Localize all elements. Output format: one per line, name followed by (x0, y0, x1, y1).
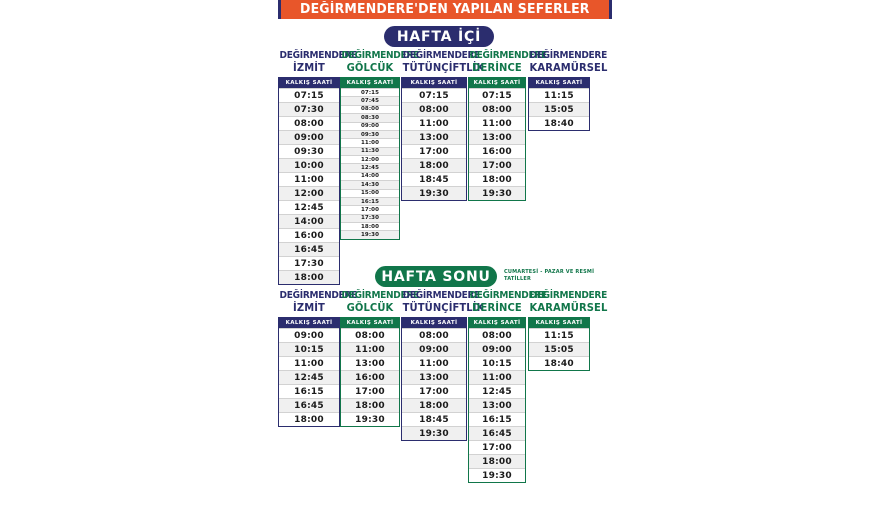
departure-time-cell: 13:00 (469, 398, 525, 412)
timetable-column-weekend-deri̇nce (468, 290, 547, 483)
departure-time-cell: 07:30 (279, 102, 339, 116)
departure-time-cell: 07:15 (341, 88, 399, 96)
departure-time-cell: 18:00 (469, 172, 525, 186)
column-header (469, 50, 547, 74)
departure-time-cell: 08:00 (469, 328, 525, 342)
departure-time-cell: 12:00 (341, 155, 399, 163)
timetable-column-weekday-i̇zmi̇t (278, 50, 357, 285)
column-destination-label: İZMİT (293, 62, 325, 74)
departure-time-cell: 15:00 (341, 189, 399, 197)
departure-time-cell: 18:00 (279, 412, 339, 426)
departure-time-cell: 16:45 (279, 398, 339, 412)
departure-time-cell: 18:40 (529, 356, 589, 370)
page-title: DEĞİRMENDERE'DEN YAPILAN SEFERLER (300, 2, 590, 17)
timetable-table (401, 317, 467, 441)
timetable-table (340, 77, 400, 240)
departure-time-cell: 14:30 (341, 180, 399, 188)
column-origin-label: DEĞİRMENDERE (529, 50, 607, 61)
departure-time-cell: 17:00 (402, 384, 466, 398)
timetable-column-weekday-tütünçi̇ftli̇k (401, 50, 485, 201)
table-column-header: KALKIŞ SAATİ (402, 78, 466, 88)
departure-time-cell: 11:30 (341, 147, 399, 155)
departure-time-cell: 09:30 (279, 144, 339, 158)
timetable-table (528, 317, 590, 371)
departure-time-cell: 18:00 (341, 222, 399, 230)
departure-time-cell: 17:00 (402, 144, 466, 158)
timetable-column-weekend-i̇zmi̇t (278, 290, 357, 427)
departure-time-cell: 11:15 (529, 88, 589, 102)
departure-time-cell: 19:30 (402, 186, 466, 200)
departure-time-cell: 11:00 (402, 356, 466, 370)
column-header (529, 50, 608, 74)
column-destination-label: DERİNCE (472, 302, 522, 314)
departure-time-cell: 18:00 (341, 398, 399, 412)
departure-time-cell: 19:30 (469, 186, 525, 200)
departure-time-cell: 08:00 (341, 328, 399, 342)
departure-time-cell: 13:00 (469, 130, 525, 144)
column-origin-label: DEĞİRMENDERE (279, 50, 357, 61)
timetable-table (468, 77, 526, 201)
departure-time-cell: 07:45 (341, 96, 399, 104)
column-destination-label: KARAMÜRSEL (529, 302, 608, 314)
table-column-header: KALKIŞ SAATİ (279, 78, 339, 88)
column-origin-label: DEĞİRMENDERE (341, 50, 419, 61)
timetable-table (278, 317, 340, 427)
poster-title-banner (278, 0, 612, 19)
column-header (402, 50, 485, 74)
column-origin-label: DEĞİRMENDERE (402, 50, 481, 61)
departure-time-cell: 12:45 (279, 370, 339, 384)
timetable-column-weekend-gölcük (340, 290, 419, 427)
departure-time-cell: 14:00 (279, 214, 339, 228)
weekend-note: CUMARTESİ - PAZAR VE RESMİ TATİLLER (504, 269, 595, 282)
column-header (279, 290, 357, 314)
table-column-header: KALKIŞ SAATİ (341, 318, 399, 328)
departure-time-cell: 10:00 (279, 158, 339, 172)
column-header (469, 290, 547, 314)
timetable-table (278, 77, 340, 285)
departure-time-cell: 18:00 (402, 398, 466, 412)
departure-time-cell: 11:00 (341, 342, 399, 356)
departure-time-cell: 16:15 (341, 197, 399, 205)
column-header (279, 50, 357, 74)
departure-time-cell: 18:40 (529, 116, 589, 130)
departure-time-cell: 08:00 (341, 105, 399, 113)
departure-time-cell: 17:00 (341, 205, 399, 213)
column-origin-label: DEĞİRMENDERE (469, 50, 547, 61)
column-origin-label: DEĞİRMENDERE (529, 290, 607, 301)
departure-time-cell: 07:15 (402, 88, 466, 102)
departure-time-cell: 17:30 (279, 256, 339, 270)
departure-time-cell: 19:30 (469, 468, 525, 482)
departure-time-cell: 11:15 (529, 328, 589, 342)
section-pill-weekend (375, 266, 497, 287)
departure-time-cell: 18:00 (469, 454, 525, 468)
timetable-table (528, 77, 590, 131)
departure-time-cell: 08:30 (341, 113, 399, 121)
departure-time-cell: 13:00 (341, 356, 399, 370)
table-column-header: KALKIŞ SAATİ (529, 318, 589, 328)
column-origin-label: DEĞİRMENDERE (341, 290, 419, 301)
departure-time-cell: 17:30 (341, 214, 399, 222)
departure-time-cell: 08:00 (469, 102, 525, 116)
column-origin-label: DEĞİRMENDERE (402, 290, 481, 301)
column-header (341, 50, 419, 74)
column-destination-label: DERİNCE (472, 62, 522, 74)
departure-time-cell: 09:00 (341, 122, 399, 130)
table-column-header: KALKIŞ SAATİ (341, 78, 399, 88)
timetable-column-weekend-karamürsel (528, 290, 608, 371)
departure-time-cell: 18:00 (402, 158, 466, 172)
departure-time-cell: 19:30 (402, 426, 466, 440)
column-destination-label: İZMİT (293, 302, 325, 314)
departure-time-cell: 19:30 (341, 230, 399, 238)
column-destination-label: GÖLCÜK (346, 302, 394, 314)
departure-time-cell: 09:00 (402, 342, 466, 356)
section-pill-weekday (384, 26, 494, 47)
column-destination-label: TÜTÜNÇİFTLİK (402, 62, 485, 74)
timetable-table (401, 77, 467, 201)
table-column-header: KALKIŞ SAATİ (469, 78, 525, 88)
table-column-header: KALKIŞ SAATİ (529, 78, 589, 88)
departure-time-cell: 11:00 (469, 116, 525, 130)
section-pill-weekday-label: HAFTA İÇİ (396, 28, 482, 45)
departure-time-cell: 09:00 (469, 342, 525, 356)
column-destination-label: GÖLCÜK (346, 62, 394, 74)
departure-time-cell: 12:45 (469, 384, 525, 398)
departure-time-cell: 16:15 (279, 384, 339, 398)
column-header (402, 290, 485, 314)
column-header (341, 290, 419, 314)
departure-time-cell: 16:45 (469, 426, 525, 440)
timetable-column-weekday-karamürsel (528, 50, 608, 131)
departure-time-cell: 19:30 (341, 412, 399, 426)
table-column-header: KALKIŞ SAATİ (402, 318, 466, 328)
column-origin-label: DEĞİRMENDERE (279, 290, 357, 301)
departure-time-cell: 17:00 (469, 158, 525, 172)
departure-time-cell: 16:00 (279, 228, 339, 242)
departure-time-cell: 09:00 (279, 328, 339, 342)
column-origin-label: DEĞİRMENDERE (469, 290, 547, 301)
table-column-header: KALKIŞ SAATİ (279, 318, 339, 328)
departure-time-cell: 16:00 (341, 370, 399, 384)
departure-time-cell: 18:45 (402, 412, 466, 426)
departure-time-cell: 16:00 (469, 144, 525, 158)
departure-time-cell: 15:05 (529, 102, 589, 116)
timetable-table (340, 317, 400, 427)
timetable-table (468, 317, 526, 483)
departure-time-cell: 10:15 (469, 356, 525, 370)
departure-time-cell: 15:05 (529, 342, 589, 356)
departure-time-cell: 12:00 (279, 186, 339, 200)
timetable-column-weekend-tütünçi̇ftli̇k (401, 290, 485, 441)
departure-time-cell: 14:00 (341, 172, 399, 180)
departure-time-cell: 07:15 (279, 88, 339, 102)
departure-time-cell: 16:45 (279, 242, 339, 256)
departure-time-cell: 08:00 (402, 328, 466, 342)
departure-time-cell: 09:00 (279, 130, 339, 144)
departure-time-cell: 08:00 (279, 116, 339, 130)
departure-time-cell: 16:15 (469, 412, 525, 426)
table-column-header: KALKIŞ SAATİ (469, 318, 525, 328)
timetable-column-weekday-deri̇nce (468, 50, 547, 201)
timetable-column-weekday-gölcük (340, 50, 419, 240)
departure-time-cell: 17:00 (341, 384, 399, 398)
column-header (529, 290, 608, 314)
departure-time-cell: 13:00 (402, 130, 466, 144)
departure-time-cell: 10:15 (279, 342, 339, 356)
departure-time-cell: 07:15 (469, 88, 525, 102)
departure-time-cell: 13:00 (402, 370, 466, 384)
column-destination-label: KARAMÜRSEL (529, 62, 608, 74)
departure-time-cell: 12:45 (341, 163, 399, 171)
section-pill-weekend-label: HAFTA SONU (381, 268, 491, 285)
departure-time-cell: 11:00 (341, 138, 399, 146)
departure-time-cell: 17:00 (469, 440, 525, 454)
departure-time-cell: 18:00 (279, 270, 339, 284)
departure-time-cell: 18:45 (402, 172, 466, 186)
column-destination-label: TÜTÜNÇİFTLİK (402, 302, 485, 314)
departure-time-cell: 11:00 (279, 172, 339, 186)
departure-time-cell: 11:00 (279, 356, 339, 370)
departure-time-cell: 08:00 (402, 102, 466, 116)
departure-time-cell: 09:30 (341, 130, 399, 138)
departure-time-cell: 12:45 (279, 200, 339, 214)
departure-time-cell: 11:00 (402, 116, 466, 130)
departure-time-cell: 11:00 (469, 370, 525, 384)
